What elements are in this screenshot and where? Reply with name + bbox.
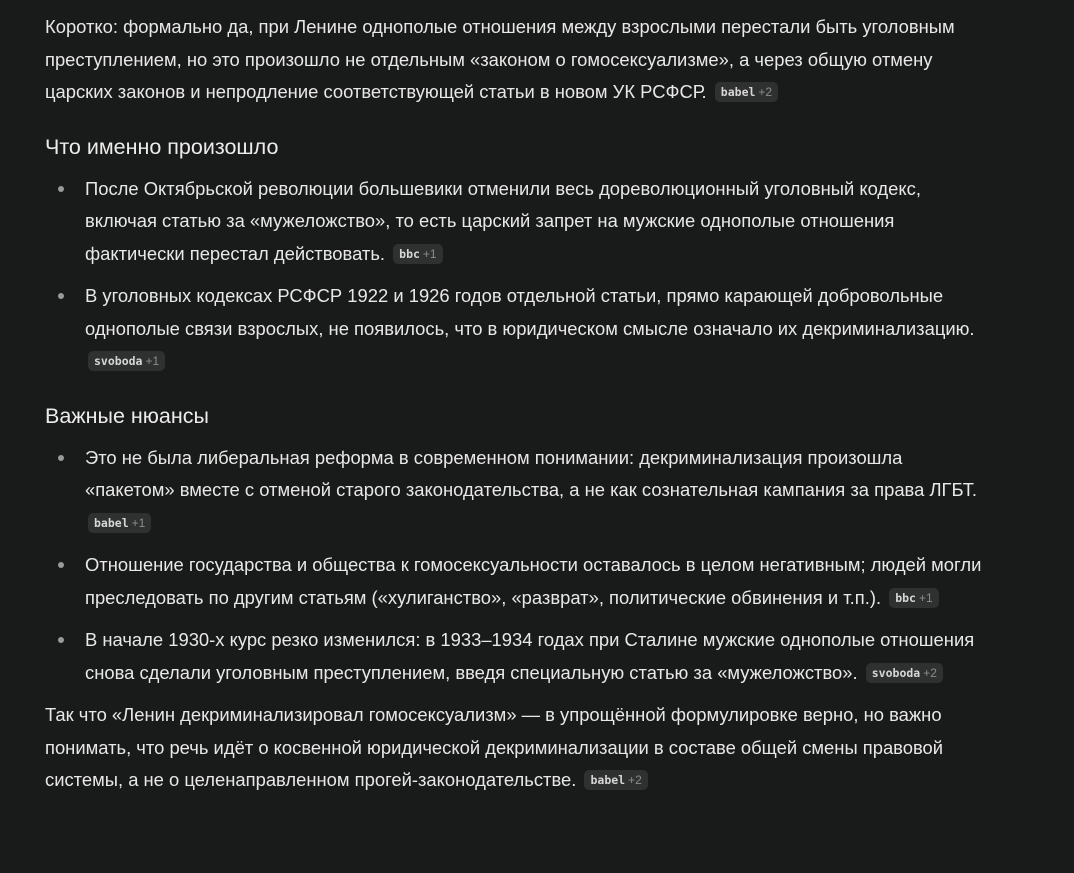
citation-chip[interactable] xyxy=(889,588,938,608)
conclusion-paragraph xyxy=(45,699,984,797)
citation-chip[interactable] xyxy=(866,663,943,683)
citation-source: babel xyxy=(590,773,626,787)
citation-count: +1 xyxy=(422,246,437,261)
citation-count: +1 xyxy=(131,515,146,530)
conclusion-text: Так что «Ленин декриминализировал гомосексуализм» — в упрощённой формулировке верно, но важно понимать, что речь идёт о косвенной юридической декриминализации в составе общей смены правовой системы, а не о целенаправленном прогей-законодательстве. xyxy=(45,704,944,790)
list-item xyxy=(45,442,984,540)
section-heading: Важные нюансы xyxy=(45,403,209,428)
citation-chip[interactable] xyxy=(393,244,442,264)
bullet-list xyxy=(45,442,984,690)
citation-source: bbc xyxy=(399,246,420,261)
list-item-text: Это не была либеральная реформа в современном понимании: декриминализация произошла «пакетом» вместе с отменой старого законодательства, а не как сознательная кампания за права ЛГБТ. xyxy=(85,446,978,500)
citation-source: svoboda xyxy=(94,354,143,368)
list-item-text: В начале 1930-х курс резко изменился: в 1933–1934 годах при Сталине мужские однополые отношения снова сделали уголовным преступлением, введя специальную статью за «мужеложство». xyxy=(85,629,975,683)
list-item-text: Отношение государства и общества к гомосексуальности оставалось в целом негативным; людей могли преследовать по другим статьям («хулиганство», «разврат», политические обвинения и т.п.). xyxy=(85,554,982,608)
citation-chip[interactable] xyxy=(88,351,165,371)
bullet-list xyxy=(45,173,984,378)
citation-chip[interactable] xyxy=(584,770,647,790)
citation-source: babel xyxy=(720,85,756,99)
list-item-text: В уголовных кодексах РСФСР 1922 и 1926 годов отдельной статьи, прямо карающей добровольные однополые связи взрослых, не появилось, что в юридическом смысле означало их декриминализацию. xyxy=(85,285,975,339)
intro-paragraph xyxy=(45,11,984,109)
citation-source: svoboda xyxy=(871,665,921,680)
list-item xyxy=(45,624,984,689)
list-item xyxy=(45,549,984,614)
bullet-icon xyxy=(58,637,64,643)
citation-count: +1 xyxy=(918,590,933,605)
citation-source: babel xyxy=(94,515,129,530)
bullet-icon xyxy=(58,186,64,192)
citation-count: +2 xyxy=(628,773,642,787)
citation-chip[interactable] xyxy=(88,513,151,533)
bullet-icon xyxy=(58,455,64,461)
bullet-icon xyxy=(58,293,64,299)
citation-source: bbc xyxy=(895,590,916,605)
citation-count: +2 xyxy=(758,85,773,99)
list-item xyxy=(45,280,984,378)
section-heading: Что именно произошло xyxy=(45,134,279,159)
list-item xyxy=(45,173,984,271)
citation-chip[interactable] xyxy=(715,82,778,102)
citation-count: +2 xyxy=(923,665,937,680)
list-item-text: После Октябрьской революции большевики отменили весь дореволюционный уголовный кодекс, включая статью за «мужеложство», то есть царский запрет на мужские однополые отношения фактически перестал действовать. xyxy=(85,177,921,264)
intro-text: Коротко: формально да, при Ленине однополые отношения между взрослыми перестали быть уголовным преступлением, но это произошло не отдельным «законом о гомосексуализме», а через общую отмену царских законов и непродление соответствующей статьи в новом УК РСФСР. xyxy=(45,16,955,102)
citation-count: +1 xyxy=(145,354,160,368)
bullet-icon xyxy=(58,562,64,568)
